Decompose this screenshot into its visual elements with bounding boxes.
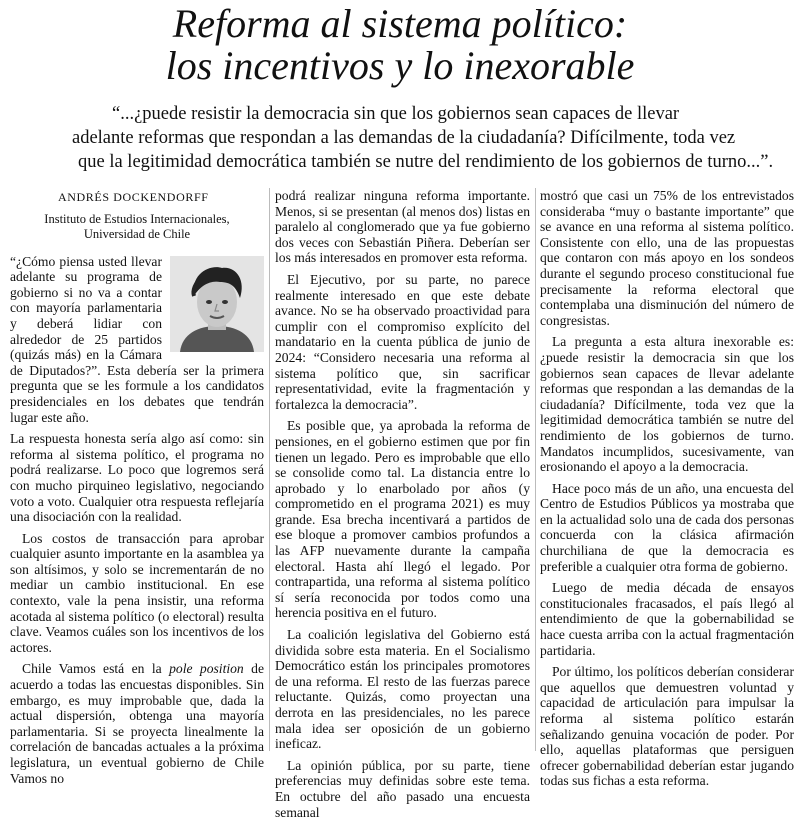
paragraph: Los costos de transacción para aprobar cualquier asunto importante en la asamblea ya son altísimos, y solo se incrementarán de no mediar un cambio institucional. En ese contexto, vale la pena insistir, una reforma acotada al sistema político (o electoral) resulta clave. Veamos cuáles son los incentivos de los actores. — [10, 530, 264, 655]
headline-line-2: los incentivos y lo inexorable — [165, 43, 635, 88]
paragraph: La respuesta honesta sería algo así como: sin reforma al sistema político, el programa no podrá realizarse. Lo poco que logremos será con mucho pirquineo legislativo, negociando voto a voto. Cualquier otra respuesta reflejaría una disociación con la realidad. — [10, 431, 264, 525]
pull-quote-line-3: que la legitimidad democrática también se nutre del rendimiento de los gobiernos de turno...”. — [78, 152, 774, 172]
affiliation-line-1: Instituto de Estudios Internacionales, — [44, 211, 230, 226]
paragraph: “¿Cómo piensa usted llevar adelante su programa de gobierno si no va a contar con mayoría parlamentaria y deberá lidiar con alrededor de 25 partidos (quizás más) en la Cámara de Diputados?”. Esta debería ser la primera pregunta que se les formule a los candidatos presidenciales en los debates que tendrán lugar este año. — [10, 253, 264, 425]
paragraph: La coalición legislativa del Gobierno está dividida sobre esta materia. En el Socialismo Democrático están los principales promotores de una reforma. El resto de las fuerzas parece reluctante. Quizás, como proyectan una derrota en las presidenciales, no les parece mala idea ser oposición de un gobierno ineficaz. — [275, 627, 530, 752]
column-divider — [269, 188, 270, 751]
pull-quote-line-2: adelante reformas que respondan a las demandas de la ciudadanía? Difícilmente, toda vez — [72, 128, 736, 148]
paragraph: La opinión pública, por su parte, tiene preferencias muy definidas sobre este tema. En octubre del año pasado una encuesta semanal — [275, 757, 530, 820]
paragraph: Por último, los políticos deberían considerar que aquellos que demuestren voluntad y capacidad de articulación para impulsar la reforma al sistema político estarán señalizando genuina vocación de poder. Por ello, aquellas plataformas que persiguen ofrecer gobernabilidad deberían estar jugando todas sus fichas a esta reforma. — [540, 664, 794, 789]
paragraph: Luego de media década de ensayos constitucionales fracasados, el país llegó al entendimiento de que la gobernabilidad se hace cuesta arriba con la actual fragmentación partidaria. — [540, 580, 794, 658]
paragraph-text: de acuerdo a todas las encuestas disponibles. Sin embargo, es muy improbable que, dada la actual dispersión, obtenga una mayoría parlamentaria. Si se proyecta linealmente la correlación de bancadas actuales a la próxima legislatura, un eventual gobierno de Chile Vamos no — [10, 661, 264, 786]
paragraph — [10, 661, 264, 786]
article-column-3 — [540, 188, 794, 789]
author-name: ANDRÉS DOCKENDORFF — [58, 190, 209, 204]
paragraph: Es posible que, ya aprobada la reforma de pensiones, en el gobierno estimen que por fin tienen un legado. Pero es improbable que ello se consolide como tal. La distancia entre lo aprobado y lo enarbolado por años (y comprometido en el programa 2021) es muy grande. Esa brecha incentivará a partidos de ese bloque a promover cambios profundos a las AFP nuevamente durante la campaña electoral. Hasta ahí llegó el legado. Por contrapartida, una reforma al sistema político sí sería reconocida por todos como una herencia positiva en el futuro. — [275, 418, 530, 621]
paragraph: podrá realizar ninguna reforma importante. Menos, si se presentan (al menos dos) listas en paralelo al conglomerado que ya fue gobierno dos veces con Sebastián Piñera. Deberían ser los más interesados en promover esta reforma. — [275, 188, 530, 266]
article-column-2 — [275, 188, 530, 820]
article-column-1 — [10, 188, 264, 786]
author-portrait-icon — [170, 256, 264, 352]
affiliation-line-2: Universidad de Chile — [83, 226, 191, 241]
paragraph: Hace poco más de un año, una encuesta del Centro de Estudios Públicos ya mostraba que en la actualidad solo una de cada dos personas concuerda con la clásica afirmación churchiliana de que la democracia es preferible a cualquier otra forma de gobierno. — [540, 480, 794, 574]
paragraph: La pregunta a esta altura inexorable es: ¿puede resistir la democracia sin que los gobiernos sean capaces de llevar adelante reformas que respondan a las demandas de la ciudadanía? Difícilmente, toda vez que la legitimidad democrática también se nutre del rendimiento de los gobiernos de turno. Mandatos incumplidos, sucesivamente, van erosionando el apoyo a la democracia. — [540, 334, 794, 475]
paragraph-text: Chile Vamos está en la — [22, 661, 170, 677]
headline — [0, 0, 800, 92]
pull-quote — [40, 102, 780, 174]
column-divider — [535, 188, 536, 751]
author-affiliation — [10, 212, 264, 242]
italic-phrase: pole position — [169, 661, 244, 677]
paragraph: El Ejecutivo, por su parte, no parece realmente interesado en que este debate avance. No se ha observado proactividad para cumplir con el compromiso explícito del mandatario en la cuenta pública de junio de 2024: “Considero necesaria una reforma al sistema político que, sin sacrificar representatividad, evite la fragmentación y fortalezca la democracia”. — [275, 271, 530, 412]
headline-line-1: Reforma al sistema político: — [172, 1, 628, 46]
paragraph: mostró que casi un 75% de los entrevistados consideraba “muy o bastante importante” que se avance en una reforma al sistema político. Consistente con ello, una de las propuestas que contaron con más apoyo en los sondeos durante el segundo proceso constitucional fue precisamente la reforma electoral que contemplaba una disminución del número de congresistas. — [540, 188, 794, 328]
pull-quote-line-1: “...¿puede resistir la democracia sin que los gobiernos sean capaces de llevar — [112, 104, 680, 124]
